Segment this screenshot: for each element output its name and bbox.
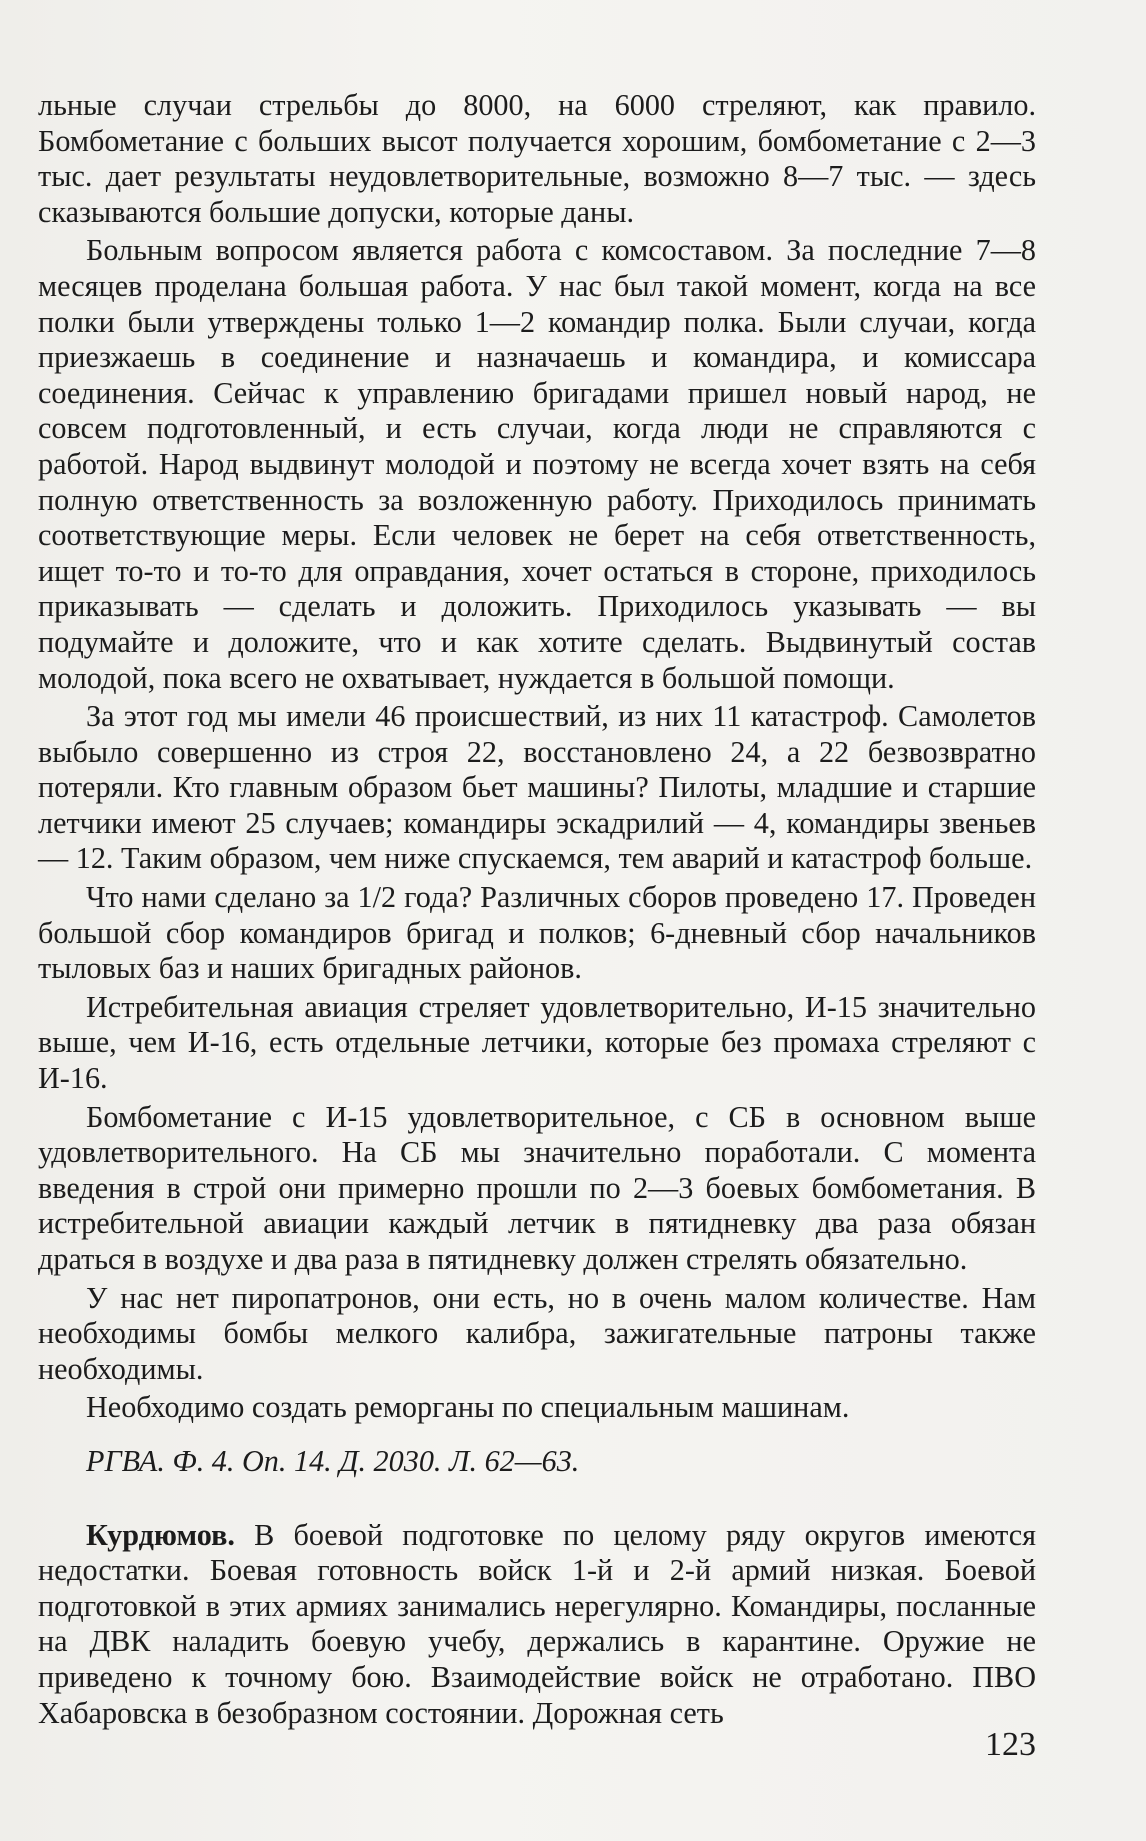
- paragraph: Истребительная авиация стреляет удовлетворительно, И-15 значительно выше, чем И-16, есть отдельные летчики, которые без промаха стреляют с И-16.: [38, 989, 1036, 1096]
- paragraph: Что нами сделано за 1/2 года? Различных сборов проведено 17. Проведен большой сбор командиров бригад и полков; 6-дневный сбор начальников тыловых баз и наших бригадных районов.: [38, 880, 1036, 986]
- paragraph: У нас нет пиропатронов, они есть, но в очень малом количестве. Нам необходимы бомбы мелкого калибра, зажигательные патроны также необходимы.: [38, 1280, 1036, 1386]
- speaker-name: Курдюмов.: [86, 1517, 235, 1552]
- body-text: [38, 88, 1036, 1731]
- paragraph: За этот год мы имели 46 происшествий, из них 11 катастроф. Самолетов выбыло совершенно из строя 22, восстановлено 24, а 22 безвозвратно потеряли. Кто главным образом бьет машины? Пилоты, младшие и старшие летчики имеют 25 случаев; командиры эскадрилий — 4, командиры звеньев — 12. Таким образом, чем ниже спускаемся, тем аварий и катастроф больше.: [38, 699, 1036, 876]
- page-number: 123: [985, 1726, 1036, 1763]
- paragraph: Необходимо создать реморганы по специальным машинам.: [86, 1390, 850, 1425]
- speech-text: В боевой подготовке по целому ряду округов имеются недостатки. Боевая готовность войск 1-й и 2-й армий низкая. Боевой подготовкой в этих армиях занимались нерегулярно. Командиры, посланные на ДВК наладить боевую учебу, держались в карантине. Оружие не приведено к точному бою. Взаимодействие войск не отработано. ПВО Хабаровска в безобразном состоянии. Дорожная сеть: [38, 1517, 1036, 1730]
- paragraph: Бомбометание с И-15 удовлетворительное, с СБ в основном выше удовлетворительного. На СБ мы значительно поработали. С момента введения в строй они примерно прошли по 2—3 боевых бомбометания. В истребительной авиации каждый летчик в пятидневку два раза обязан драться в воздухе и два раза в пятидневку должен стрелять обязательно.: [38, 1099, 1036, 1276]
- speech-paragraph: [38, 1518, 1036, 1732]
- paragraph: Больным вопросом является работа с комсоставом. За последние 7—8 месяцев проделана большая работа. У нас был такой момент, когда на все полки были утверждены только 1—2 командир полка. Были случаи, когда приезжаешь в соединение и назначаешь и командира, и комиссара соединения. Сейчас к управлению бригадами пришел новый народ, не совсем подготовленный, и есть случаи, когда люди не справляются с работой. Народ выдвинут молодой и поэтому не всегда хочет взять на себя полную ответственность за возложенную работу. Приходилось принимать соответствующие меры. Если человек не берет на себя ответственность, ищет то-то и то-то для оправдания, хочет остаться в стороне, приходилось приказывать — сделать и доложить. Приходилось указывать — вы подумайте и доложите, что и как хотите сделать. Выдвинутый состав молодой, пока всего не охватывает, нуждается в большой помощи.: [38, 233, 1036, 695]
- source-reference: РГВА. Ф. 4. Оп. 14. Д. 2030. Л. 62—63.: [86, 1443, 580, 1478]
- paragraph: льные случаи стрельбы до 8000, на 6000 стреляют, как правило. Бомбометание с больших высот получается хорошим, бомбометание с 2—3 тыс. дает результаты неудовлетворительные, возможно 8—7 тыс. — здесь сказываются большие допуски, которые даны.: [38, 88, 1036, 229]
